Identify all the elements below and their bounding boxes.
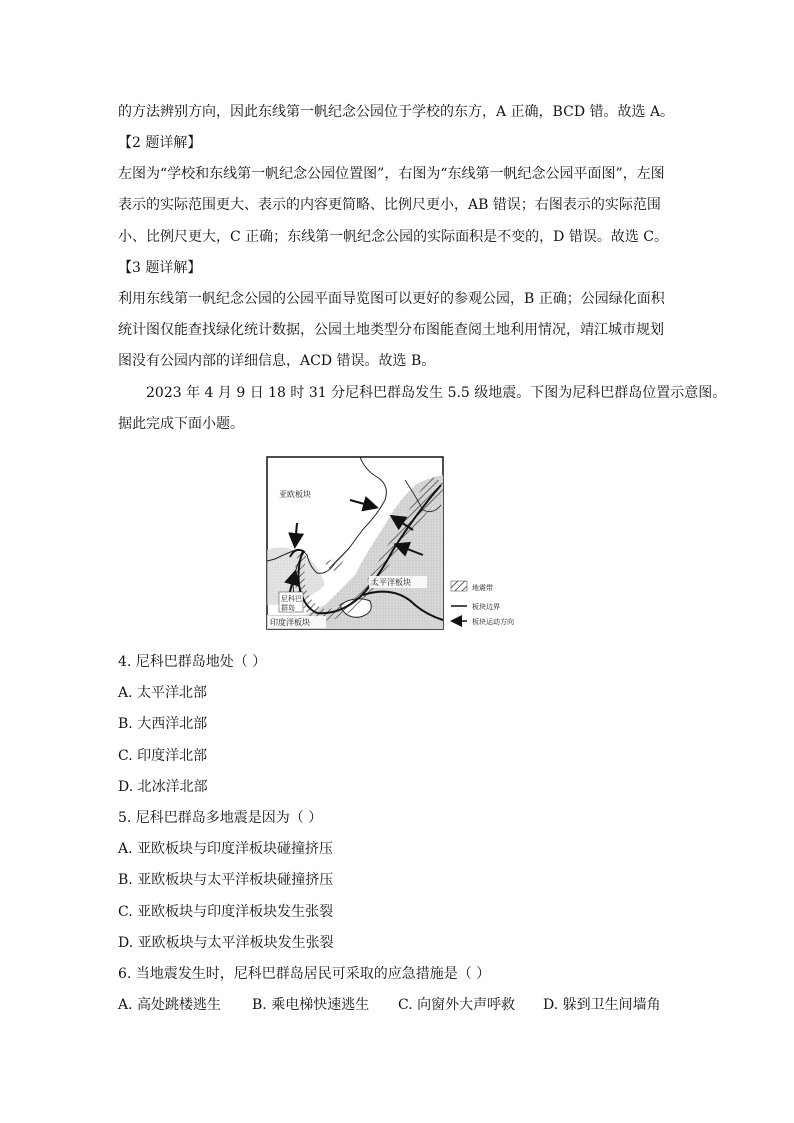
question-6-option-c[interactable]: C. 向窗外大声呼救 (398, 997, 516, 1013)
q2-heading: 【2 题详解】 (118, 135, 202, 151)
question-6-option-b[interactable]: B. 乘电梯快速逃生 (252, 997, 370, 1013)
q2-line-3: 小、比例尺更大，C 正确；东线第一帆纪念公园的实际面积是不变的，D 错误。故选 C。 (118, 229, 668, 245)
question-6-option-d[interactable]: D. 躲到卫生间墙角 (543, 997, 661, 1013)
nicobar-location-map (265, 455, 525, 633)
label-nicobar-2: 群岛 (281, 605, 295, 612)
question-5-option-a[interactable]: A. 亚欧板块与印度洋板块碰撞挤压 (118, 841, 334, 857)
label-pacific-plate: 太平洋板块 (371, 578, 411, 587)
question-5-option-c[interactable]: C. 亚欧板块与印度洋板块发生张裂 (118, 904, 334, 920)
question-4-option-c[interactable]: C. 印度洋北部 (118, 748, 208, 764)
q3-heading: 【3 题详解】 (118, 260, 202, 276)
question-4-option-a[interactable]: A. 太平洋北部 (118, 685, 208, 701)
question-4-option-d[interactable]: D. 北冰洋北部 (118, 779, 208, 795)
map-figure (265, 455, 525, 633)
label-eurasian-plate: 亚欧板块 (279, 490, 311, 499)
question-4-stem: 4. 尼科巴群岛地处（ ） (118, 654, 267, 670)
intro-line-2: 据此完成下面小题。 (118, 416, 244, 432)
q3-line-2: 统计图仅能查找绿化统计数据，公园土地类型分布图能查阅土地利用情况，靖江城市规划 (118, 322, 664, 338)
legend-quake-label: 地震带 (472, 585, 493, 592)
question-6-option-a[interactable]: A. 高处跳楼逃生 (118, 997, 222, 1013)
question-4-option-b[interactable]: B. 大西洋北部 (118, 716, 208, 732)
question-5-option-d[interactable]: D. 亚欧板块与太平洋板块发生张裂 (118, 935, 334, 951)
question-6-stem: 6. 当地震发生时，尼科巴群岛居民可采取的应急措施是（ ） (118, 966, 491, 982)
intro-line-1: 2023 年 4 月 9 日 18 时 31 分尼科巴群岛发生 5.5 级地震。下图为尼科巴群岛位置示意图。 (146, 385, 727, 401)
q2-line-2: 表示的实际范围更大、表示的内容更简略、比例尺更小，AB 错误；右图表示的实际范围 (118, 197, 661, 213)
legend-motion-label: 板块运动方向 (472, 619, 514, 626)
explanation-line-1: 的方法辨别方向，因此东线第一帆纪念公园位于学校的东方，A 正确，BCD 错。故选 A。 (118, 104, 675, 120)
legend-boundary-label: 板块边界 (472, 604, 500, 611)
question-5-option-b[interactable]: B. 亚欧板块与太平洋板块碰撞挤压 (118, 872, 334, 888)
q2-line-1: 左图为“学校和东线第一帆纪念公园位置图”，右图为“东线第一帆纪念公园平面图”，左图 (118, 166, 665, 182)
label-indian-plate: 印度洋板块 (270, 618, 310, 627)
q3-line-3: 图没有公园内部的详细信息，ACD 错误。故选 B。 (118, 353, 436, 369)
q3-line-1: 利用东线第一帆纪念公园的公园平面导览图可以更好的参观公园，B 正确；公园绿化面积 (118, 291, 665, 307)
legend-quake-swatch (451, 581, 467, 591)
label-nicobar-1: 尼科巴 (281, 596, 302, 603)
question-5-stem: 5. 尼科巴群岛多地震是因为（ ） (118, 810, 323, 826)
